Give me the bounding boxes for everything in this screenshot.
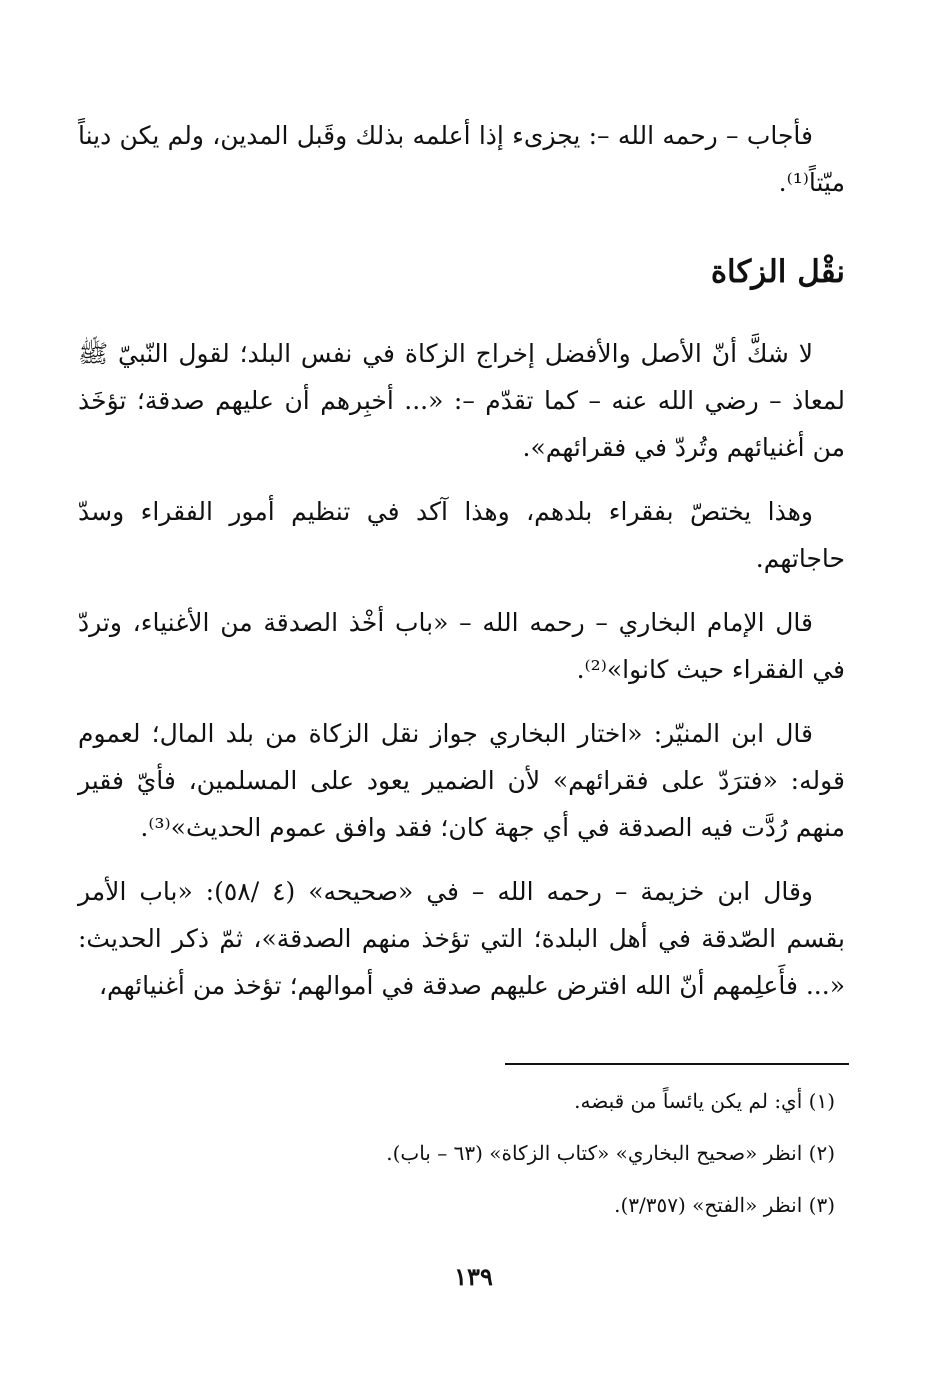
- section-heading: نقْل الزكاة: [710, 254, 845, 290]
- paragraph-bukhari: قال الإمام البخاري – رحمه الله – «باب أخْذ الصدقة من الأغنياء، وتردّ في الفقراء حيث كانوا»⁽²⁾.: [78, 608, 845, 684]
- footnote-3: (٣) انظر «الفتح» (٣/٣٥٧).: [614, 1193, 835, 1217]
- paragraph-ibn-khuzaymah: وقال ابن خزيمة – رحمه الله – في «صحيحه» (٤ /٥٨): «باب الأمر بقسم الصّدقة في أهل البلدة؛ التي تؤخذ منهم الصدقة»، ثمّ ذكر الحديث: «... فأَعلِمهم أنّ الله افترض عليهم صدقة في أموالهم؛ تؤخذ من أغنيائهم،: [78, 877, 845, 1000]
- footnote-2: (٢) انظر «صحيح البخاري» «كتاب الزكاة» (٦٣ – باب).: [386, 1141, 835, 1165]
- paragraph-hadith: لا شكَّ أنّ الأصل والأفضل إخراج الزكاة في نفس البلد؛ لقول النّبيّ ﷺ لمعاذ – رضي الله عنه – كما تقدّم –: «... أخبِرهم أن عليهم صدقة؛ تؤخَذ من أغنيائهم وتُردّ في فقرائهم».: [78, 339, 845, 462]
- paragraph-answer: فأجاب – رحمه الله –: يجزىء إذا أعلمه بذلك وقَبل المدين، ولم يكن ديناً ميّتاً⁽¹⁾.: [78, 121, 845, 197]
- footnotes: [120, 1075, 835, 1231]
- main-text: [78, 112, 845, 1026]
- footnote-divider: [505, 1063, 849, 1065]
- footnote-1: (١) أي: لم يكن يائساً من قبضه.: [574, 1089, 835, 1113]
- paragraph-ibn-munayyir: قال ابن المنيّر: «اختار البخاري جواز نقل الزكاة من بلد المال؛ لعموم قوله: «فترَدّ على فقرائهم» لأن الضمير يعود على المسلمين، فأيّ فقير منهم رُدَّت فيه الصدقة في أي جهة كان؛ فقد وافق عموم الحديث»⁽³⁾.: [78, 719, 845, 842]
- page-number: ١٣٩: [454, 1262, 493, 1291]
- paragraph-local-poor: وهذا يختصّ بفقراء بلدهم، وهذا آكد في تنظيم أمور الفقراء وسدّ حاجاتهم.: [78, 497, 845, 573]
